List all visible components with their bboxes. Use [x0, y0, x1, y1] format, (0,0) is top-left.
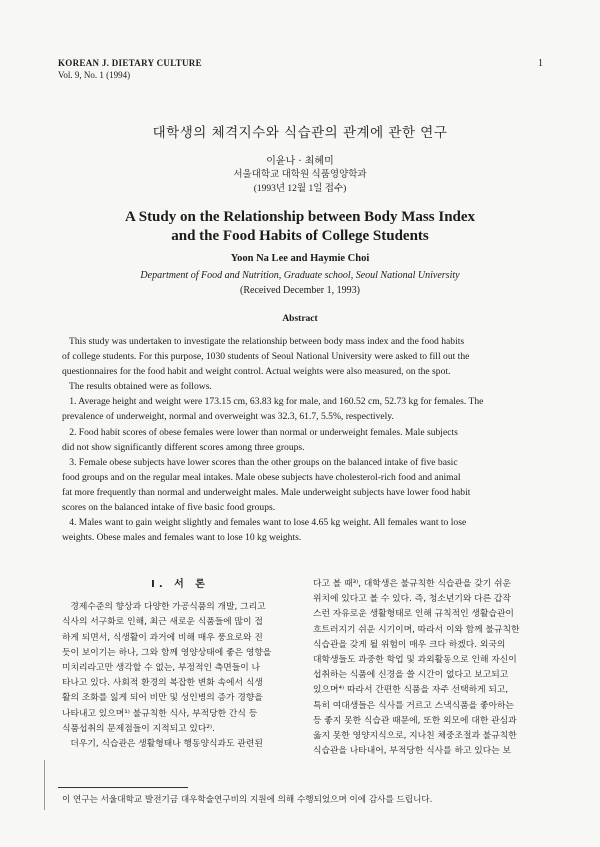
body-text-line: 옳지 못한 영양지식으로, 지나친 체중조절과 불규칙한	[313, 731, 517, 742]
body-text-line: 듯이 보이기는 하나, 그와 함께 영양상태에 좋은 영향을	[62, 647, 272, 658]
body-text-line: 흐트러지기 쉬운 시기이며, 따라서 이와 함께 불규칙한	[313, 624, 520, 635]
abstract-line: prevalence of underweight, normal and overweight was 32.3, 61.7, 5.5%, respectively.	[62, 411, 394, 423]
body-text-line: 더우기, 식습관은 생활형태나 행동양식과도 관련된	[62, 739, 263, 750]
page-number: 1	[538, 58, 543, 69]
abstract-line: 3. Female obese subjects have lower scores than the other groups on the balanced intake of five basic	[62, 456, 458, 468]
body-right-column	[313, 577, 549, 759]
body-text-line: 등 좋지 못한 식습관 때문에, 또한 외모에 대한 관심과	[313, 715, 517, 726]
abstract-line: did not show significantly different scores among three groups.	[62, 441, 305, 453]
abstract-line: questionnaires for the food habit and weight control. Actual weights were also measured, on the spot.	[62, 366, 451, 378]
korean-authors: 이윤나 · 최혜미	[266, 156, 334, 167]
section-heading-introduction: I. 서 론	[151, 579, 209, 590]
english-title	[0, 208, 600, 246]
body-text-line: 나타내고 있으며¹⁾ 불규칙한 식사, 부적당한 간식 등	[62, 708, 258, 719]
journal-volume: Vol. 9, No. 1 (1994)	[58, 70, 131, 80]
abstract-line: This study was undertaken to investigate the relationship between body mass index and the food habits	[62, 336, 465, 347]
body-text-line: 식사의 서구화로 인해, 최근 새로운 식품들에 많이 접	[62, 617, 263, 628]
korean-title: 대학생의 체격지수와 식습관의 관계에 관한 연구	[152, 125, 448, 141]
abstract-line: food groups and on the regular meal intakes. Male obese subjects have cholesterol-rich food and animal	[62, 471, 461, 483]
body-text-line: 미치리라고만 생각할 수 없는, 부정적인 측면들이 나	[62, 663, 261, 674]
english-affiliation: Department of Food and Nutrition, Graduate school, Seoul National University	[140, 270, 460, 281]
body-text-line: 식습관을 갖게 될 위험이 매우 크다 하겠다. 외국의	[313, 639, 506, 650]
korean-affiliation: 서울대학교 대학원 식품영양학과	[233, 170, 367, 180]
body-text-line: 식품섭취의 문제점들이 지적되고 있다²⁾.	[62, 723, 215, 734]
margin-line	[44, 760, 45, 810]
footnote: 이 연구는 서울대학교 발전기금 대우학술연구비의 지원에 의해 수행되었으며 이에 감사를 드립니다.	[62, 795, 433, 805]
abstract-line: weights. Obese males and females want to lose 10 kg weights.	[62, 532, 302, 544]
english-title-line-2: and the Food Habits of College Students	[171, 228, 429, 244]
body-text-line: 위치에 있다고 볼 수 있다. 즉, 청소년기와 다른 갑작	[313, 594, 511, 605]
body-text-line: 경제수준의 향상과 다양한 가공식품의 개발, 그리고	[62, 602, 266, 613]
abstract-line: 1. Average height and weight were 173.15 cm, 63.83 kg for male, and 160.52 cm, 52.73 kg for females. The	[62, 396, 484, 408]
english-authors: Yoon Na Lee and Haymie Choi	[230, 253, 370, 264]
english-received-date: (Received December 1, 1993)	[240, 285, 360, 296]
english-title-line-1: A Study on the Relationship between Body Mass Index	[124, 209, 476, 225]
body-left-column	[62, 577, 298, 752]
abstract-line: fat more frequently than normal and underweight males. Male underweight subjects have lower food habit	[62, 486, 471, 498]
footnote-divider	[58, 787, 188, 788]
abstract-line: The results obtained were as follows.	[62, 381, 212, 393]
body-text-line: 스런 자유로운 생활형태로 인해 규칙적인 생활습관이	[313, 609, 514, 620]
abstract-heading: Abstract	[282, 314, 318, 324]
korean-received-date: (1993년 12월 1일 접수)	[253, 184, 347, 194]
body-text-line: 활의 조화를 잃게 되어 비만 및 성인병의 증가 경향을	[62, 693, 263, 704]
body-text-line: 섭취하는 식품에 신경을 쓸 시간이 없다고 보고되고	[313, 670, 509, 681]
body-text-line: 타나고 있다. 사회적 환경의 복잡한 변화 속에서 식생	[62, 678, 263, 689]
abstract-line: 4. Males want to gain weight slightly and females want to lose 4.65 kg weight. All females want to lose	[62, 517, 467, 529]
body-text-line: 하게 되면서, 식생활이 과거에 비해 매우 풍요로와 진	[62, 632, 263, 643]
abstract-line: scores on the balanced intake of five basic food groups.	[62, 502, 276, 514]
body-text-line: 다고 볼 때³⁾, 대학생은 불규칙한 식습관을 갖기 쉬운	[313, 579, 512, 589]
abstract-line: 2. Food habit scores of obese females were lower than normal or underweight females. Male subjects	[62, 426, 458, 438]
abstract-line: of college students. For this purpose, 1030 students of Seoul National University were asked to fill out the	[62, 351, 470, 363]
body-text-line: 식습관을 나타내어, 부적당한 식사를 하고 있다는 보	[313, 746, 512, 757]
journal-name: KOREAN J. DIETARY CULTURE	[58, 58, 202, 68]
body-text-line: 특히 여대생들은 식사를 거르고 스낵식품을 좋아하는	[313, 700, 514, 711]
body-text-line: 있으며⁴⁾ 따라서 간편한 식품을 자주 선택하게 되고,	[313, 685, 509, 696]
abstract-body	[62, 334, 548, 545]
body-text-line: 대학생들도 과중한 학업 및 과외활동으로 인해 자신이	[313, 655, 517, 666]
